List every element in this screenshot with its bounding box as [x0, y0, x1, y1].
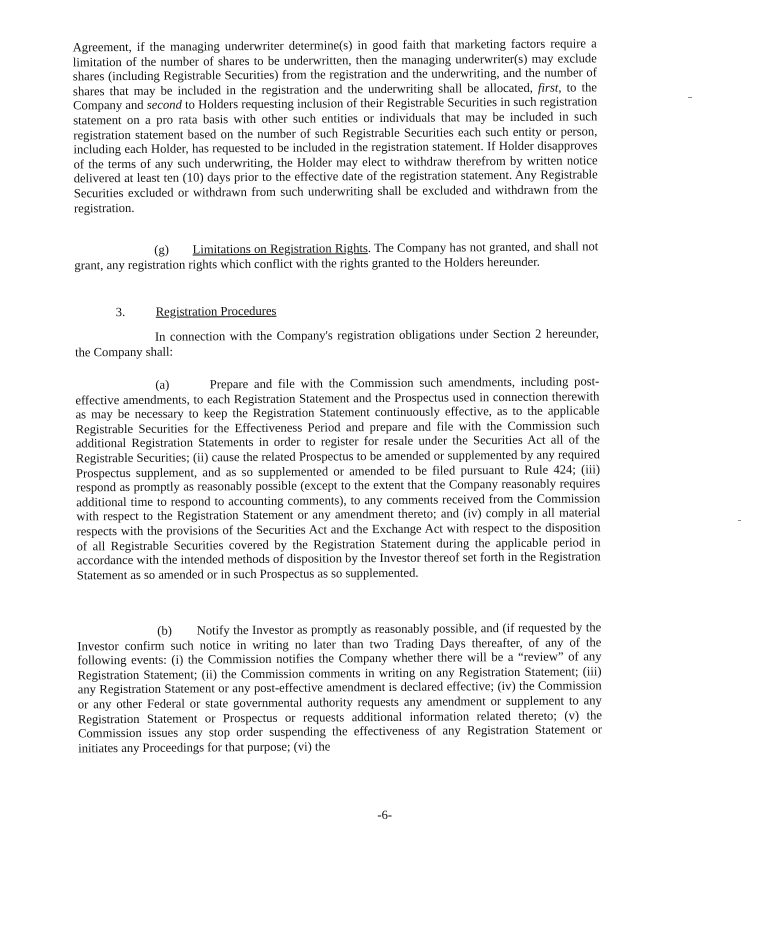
paragraph-underwriting-allocation [73, 36, 598, 215]
text-segment: Agreement, if the managing underwriter determine(s) in good faith that marketing factors require a limitation of the number of shares to be underwritten, then the managing underwriter(s) may exclude shares (including Registrable Securities) from the registration and the underwriting, and the number of shares that may be included in the registration and the underwriting shall be allocated, [72, 36, 597, 99]
scan-artifact [688, 97, 692, 98]
scan-artifact [738, 520, 741, 521]
clause-title: Limitations on Registration Rights [192, 241, 368, 257]
clause-text: Notify the Investor as promptly as reasonably possible, and (if requested by the Investor confirm such notice in writing no later than two Trading Days thereafter, of any of the following events: (i) the Commission notifies the Company whether there will be a “review” of any Registration Statement; (ii) the Commission comments in writing on any Registration Statement; (iii) any Registration Statement or any post-effective amendment is declared effective; (iv) the Commission or any other Federal or state governmental authority requests any amendment or supplement to any Registration Statement or Prospectus or requests additional information related thereto; (v) the Commission issues any stop order suspending the effectiveness of any Registration Statement or initiates any Proceedings for that purpose; (vi) the [77, 620, 603, 756]
page-number: -6- [377, 807, 393, 823]
paragraph-clause-b [77, 620, 602, 755]
section-number: 3. [115, 304, 126, 320]
emphasis-second: second [146, 97, 182, 113]
clause-label: (g) [154, 242, 170, 257]
section-title: Registration Procedures [155, 303, 277, 319]
clause-label: (a) [155, 377, 170, 392]
clause-text: . The Company has not granted, and shall not grant, any registration rights which conflict with the rights granted to the Holders hereunder. [74, 239, 599, 272]
clause-label: (b) [157, 623, 172, 638]
clause-text: Prepare and file with the Commission such amendments, including post-effective amendments, to each Registration Statement and the Prospectus used in connection therewith as may be necessary to keep the Registration Statement continuously effective, as to the applicable Registrable Securities for the Effectiveness Period and prepare and file with the Commission such additional Registration Statements in order to register for resale under the Securities Act all of the Registrable Securities; (ii) cause the related Prospectus to be amended or supplemented by any required Prospectus supplement, and as so supplemented or amended to be filed pursuant to Rule 424; (iii) respond as promptly as reasonably possible (except to the extent that the Company reasonably requires additional time to respond to accounting comments), to any comments received from the Commission with respect to the Registration Statement or any amendment thereto; and (iv) comply in all material respects with the provisions of the Securities Act and the Exchange Act with respect to the disposition of all Registrable Securities covered by the Registration Statement during the applicable period in accordance with the intended methods of disposition by the Investor thereof set forth in the Registration Statement as so amended or in such Prospectus as so supplemented. [75, 374, 601, 583]
paragraph-clause-a [75, 374, 601, 582]
paragraph-limitations [74, 239, 598, 272]
section-heading [116, 304, 277, 320]
paragraph-intro: In connection with the Company's registration obligations under Section 2 hereunder, the Company shall: [75, 326, 599, 359]
text-segment: , to the Company and [73, 80, 598, 113]
emphasis-first: first [537, 80, 559, 95]
text-segment: to Holders requesting inclusion of their Registrable Securities in such registration statement on a pro rata basis with other such entities or individuals that may be included in such registration statement based on the number of such Registrable Securities each such entity or person, including each Holder, has requested to be included in the registration statement. If Holder disapproves of the terms of any such underwriting, the Holder may elect to withdraw therefrom by written notice delivered at least ten (10) days prior to the effective date of the registration statement. Any Registrable Securities excluded or withdrawn from such underwriting shall be excluded and withdrawn from the registration. [73, 94, 598, 215]
